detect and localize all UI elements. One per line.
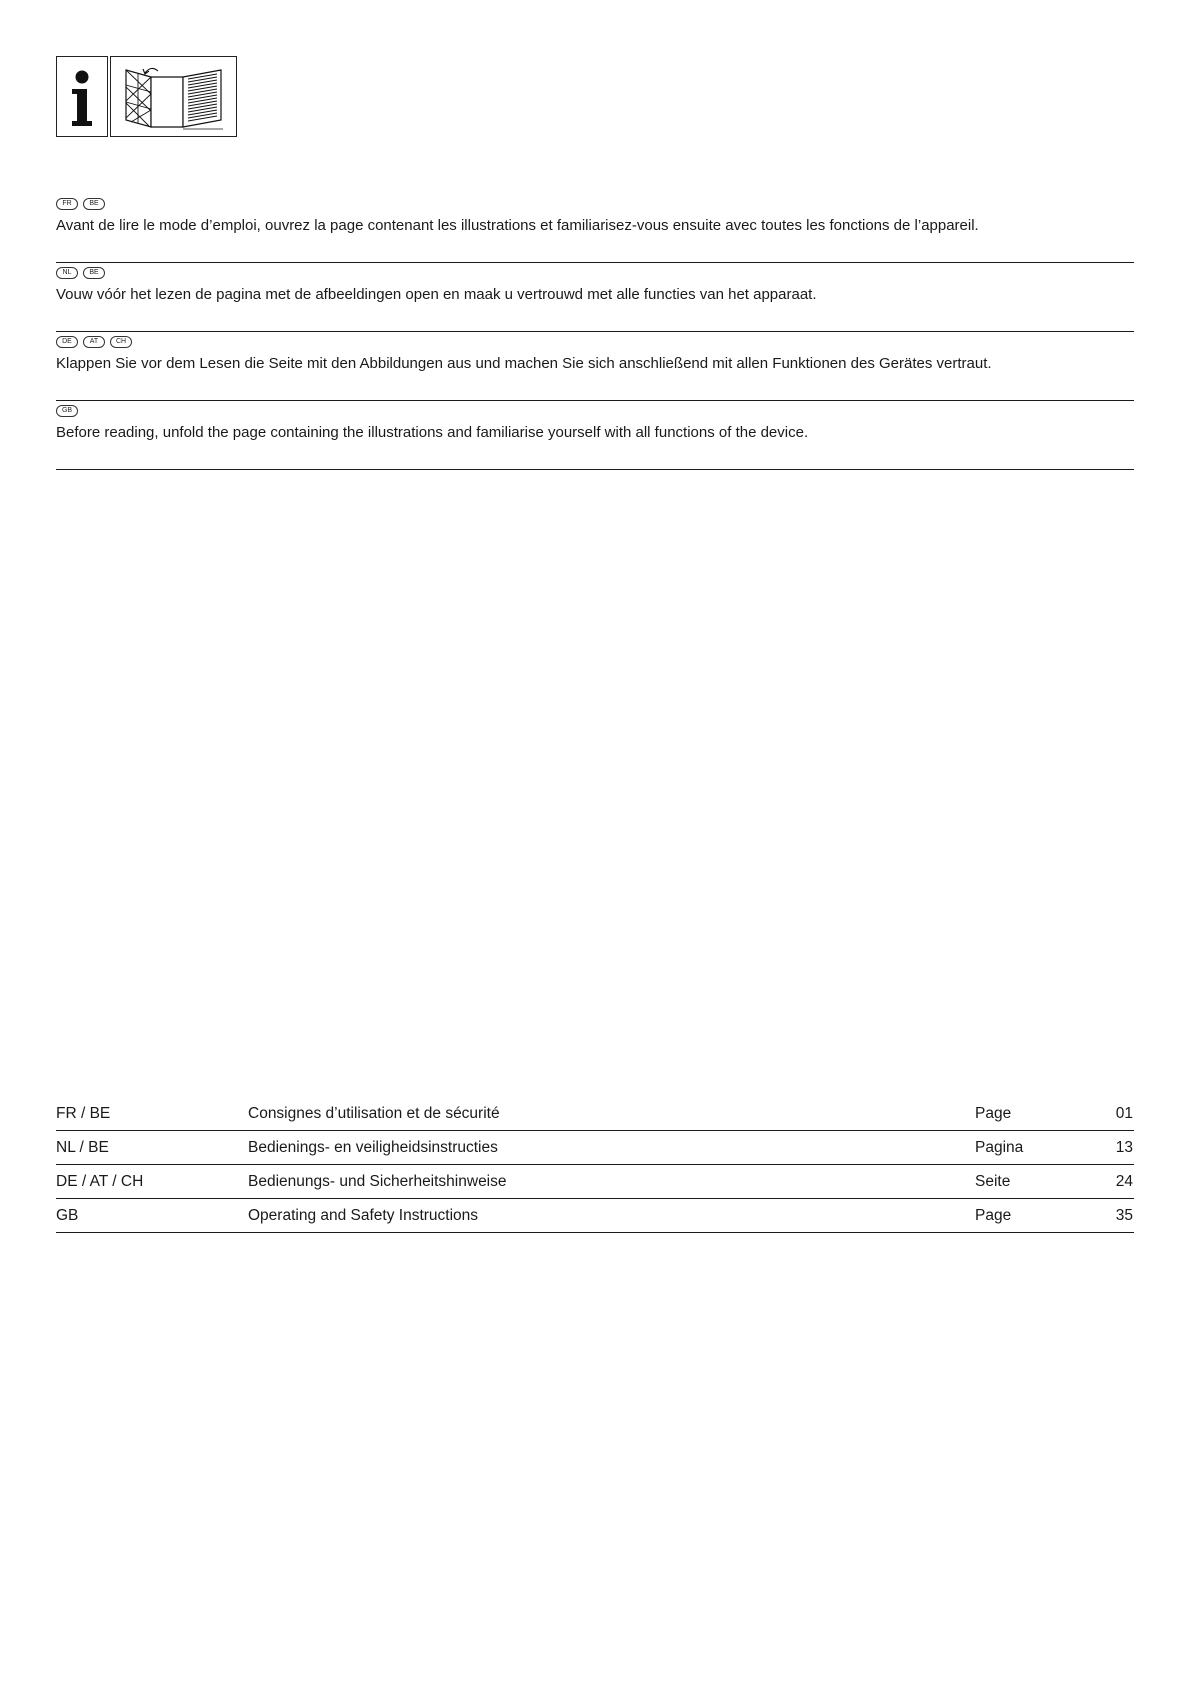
notice-text: Before reading, unfold the page containing the illustrations and familiarise yourself with all functions of the device. (56, 424, 809, 441)
toc-page-word: Seite (975, 1172, 1011, 1190)
toc-title: Bedienungs- und Sicherheitshinweise (248, 1172, 507, 1190)
header-icons (56, 56, 237, 137)
toc-row[interactable] (56, 1199, 1134, 1233)
toc-title: Operating and Safety Instructions (248, 1206, 479, 1224)
toc-page-number: 24 (1115, 1172, 1133, 1190)
toc-page-number: 35 (1115, 1206, 1133, 1224)
toc-title: Bedienings- en veiligheidsinstructies (248, 1138, 498, 1156)
country-badge: NL (56, 267, 78, 279)
country-badge: DE (56, 336, 78, 348)
notice-nl-be (56, 263, 1134, 332)
country-badges (56, 403, 1134, 419)
toc-page-word: Page (975, 1206, 1012, 1224)
country-badge: BE (83, 198, 105, 210)
toc-page-word: Page (975, 1104, 1012, 1122)
country-badge: FR (56, 198, 78, 210)
toc-language: FR / BE (56, 1104, 111, 1122)
notice-text: Klappen Sie vor dem Lesen die Seite mit den Abbildungen aus und machen Sie sich anschließend mit allen Funktionen des Gerätes vertraut. (56, 355, 992, 372)
table-of-contents (56, 1097, 1134, 1233)
notice-gb (56, 401, 1134, 470)
country-badges (56, 196, 1134, 212)
toc-row[interactable] (56, 1131, 1134, 1165)
country-badges (56, 334, 1134, 350)
unfold-page-icon (110, 56, 237, 137)
country-badge: CH (110, 336, 132, 348)
toc-row[interactable] (56, 1097, 1134, 1131)
toc-language: GB (56, 1206, 79, 1224)
unfold-notice-list (56, 194, 1134, 470)
toc-row[interactable] (56, 1165, 1134, 1199)
toc-page-word: Pagina (975, 1138, 1024, 1156)
notice-text: Vouw vóór het lezen de pagina met de afbeeldingen open en maak u vertrouwd met alle functies van het apparaat. (56, 286, 817, 303)
notice-de-at-ch (56, 332, 1134, 401)
toc-page-number: 13 (1115, 1138, 1133, 1156)
toc-page-number: 01 (1115, 1104, 1133, 1122)
info-icon (56, 56, 108, 137)
country-badge: GB (56, 405, 78, 417)
toc-language: DE / AT / CH (56, 1172, 144, 1190)
notice-text: Avant de lire le mode d’emploi, ouvrez la page contenant les illustrations et familiarisez-vous ensuite avec toutes les fonctions de l’appareil. (56, 217, 979, 234)
notice-fr-be (56, 194, 1134, 263)
country-badge: AT (83, 336, 105, 348)
toc-language: NL / BE (56, 1138, 109, 1156)
country-badges (56, 265, 1134, 281)
country-badge: BE (83, 267, 105, 279)
toc-title: Consignes d’utilisation et de sécurité (248, 1104, 500, 1122)
